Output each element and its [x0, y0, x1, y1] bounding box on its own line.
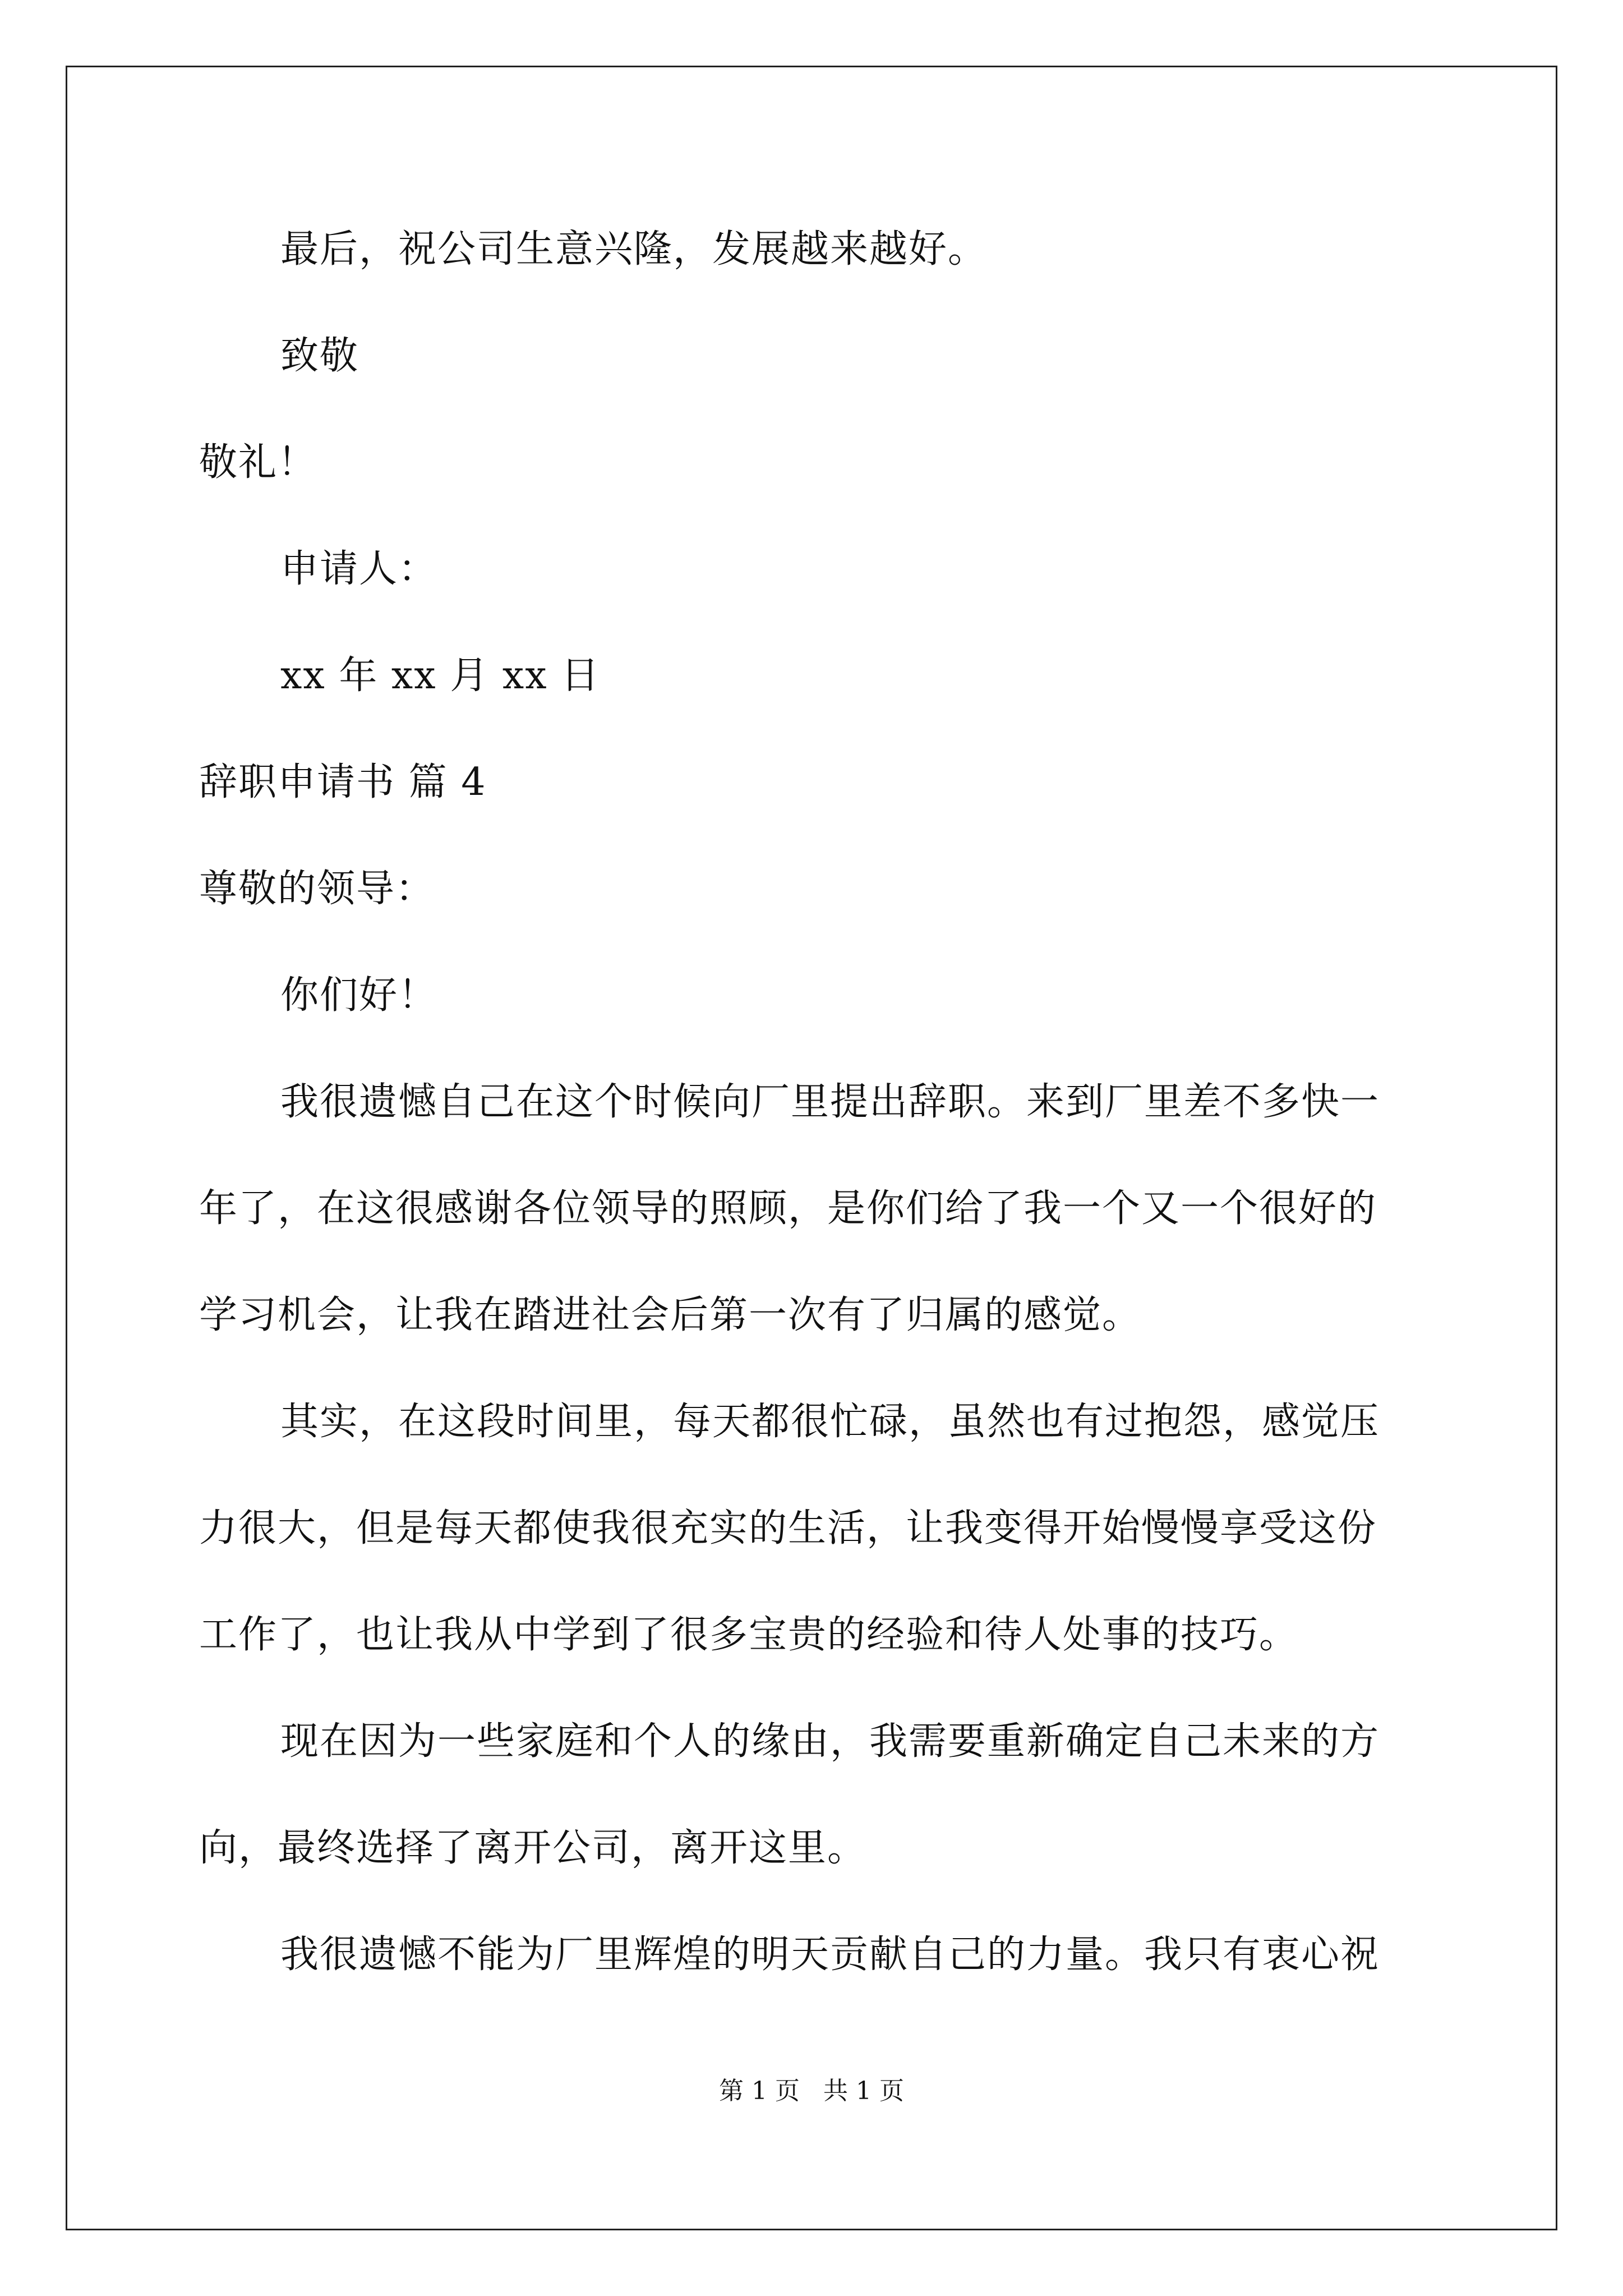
salute-line: 敬礼！ [199, 440, 317, 485]
paragraph-line: 学习机会，让我在踏进社会后第一次有了归属的感觉。 [199, 1293, 1142, 1337]
section-title: 辞职申请书 篇 4 [199, 760, 487, 804]
page-border [66, 66, 1557, 2230]
paragraph-line: 我很遗憾自己在这个时候向厂里提出辞职。来到厂里差不多快一 [280, 1080, 1380, 1124]
page-number-footer: 第 1 页 共 1 页 [719, 2077, 904, 2105]
paragraph-line: 向，最终选择了离开公司，离开这里。 [199, 1826, 867, 1870]
hello-line: 你们好！ [280, 973, 438, 1018]
paragraph-line: 我很遗憾不能为厂里辉煌的明天贡献自己的力量。我只有衷心祝 [280, 1932, 1380, 1977]
date-line: xx 年 xx 月 xx 日 [280, 654, 601, 698]
closing-wish-line: 最后，祝公司生意兴隆，发展越来越好。 [280, 227, 988, 272]
greeting-line: 尊敬的领导： [199, 867, 435, 911]
paragraph-line: 其实，在这段时间里，每天都很忙碌，虽然也有过抱怨，感觉压 [280, 1400, 1380, 1444]
paragraph-line: 年了，在这很感谢各位领导的照顾，是你们给了我一个又一个很好的 [199, 1186, 1377, 1231]
salutation-line: 致敬 [280, 334, 359, 378]
applicant-line: 申请人： [280, 547, 438, 591]
paragraph-line: 现在因为一些家庭和个人的缘由，我需要重新确定自己未来的方 [280, 1719, 1380, 1764]
paragraph-line: 力很大，但是每天都使我很充实的生活，让我变得开始慢慢享受这份 [199, 1506, 1377, 1550]
paragraph-line: 工作了，也让我从中学到了很多宝贵的经验和待人处事的技巧。 [199, 1613, 1299, 1657]
